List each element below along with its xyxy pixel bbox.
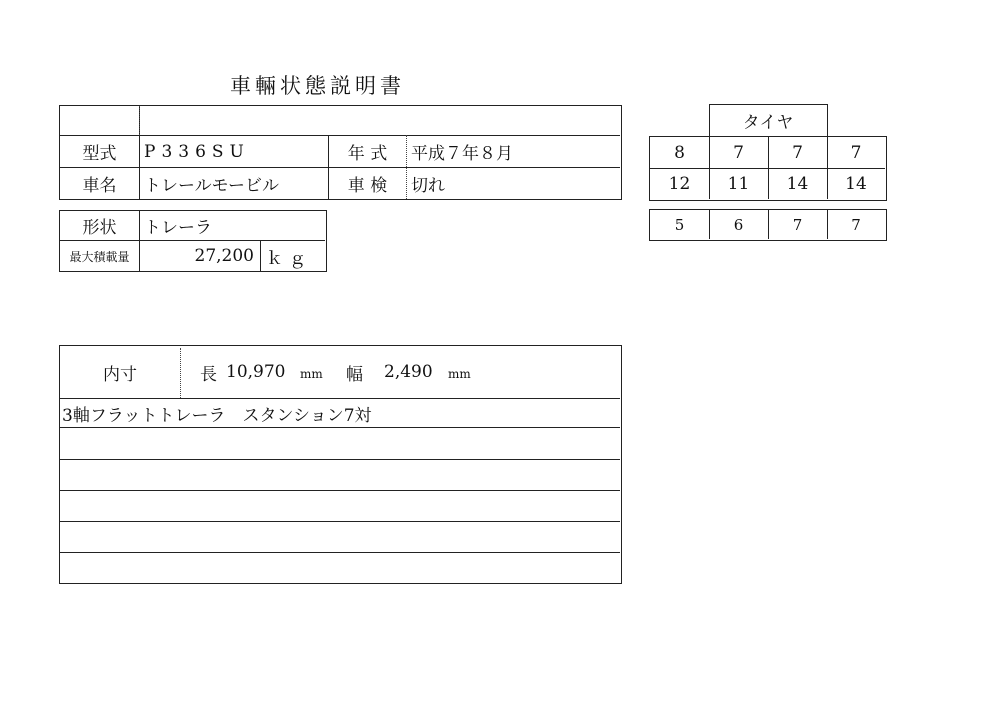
tire-grid <box>649 136 887 201</box>
tire-header-box <box>709 104 828 137</box>
tire-r1-c1: 8 <box>674 142 685 163</box>
name-label: 車名 <box>82 176 117 196</box>
max-load-label: 最大積載量 <box>69 249 130 264</box>
max-load-value: 27,200 <box>194 246 254 266</box>
length-value: 10,970 <box>226 362 286 382</box>
note-line-5 <box>62 522 618 552</box>
shape-table <box>59 210 327 272</box>
shape-value: トレーラ <box>144 218 212 238</box>
width-label: 幅 <box>346 364 363 385</box>
model-label: 型式 <box>82 144 117 164</box>
width-unit: mm <box>448 367 471 381</box>
tire-r2-c2: 11 <box>727 174 750 194</box>
document-title: 車輛状態説明書 <box>230 74 405 98</box>
note-line-6 <box>62 553 618 583</box>
tire-r3-c1: 5 <box>674 215 685 234</box>
length-unit: mm <box>300 367 323 381</box>
tire-r3-c4: 7 <box>851 215 861 234</box>
length-label: 長 <box>200 364 217 385</box>
inner-notes-table <box>59 345 622 584</box>
inspection-label: 車 検 <box>347 176 388 196</box>
tire-r1-c4: 7 <box>850 142 862 163</box>
note-line-2 <box>62 428 618 459</box>
year-value: 平成７年８月 <box>411 144 513 164</box>
tire-r3-c2: 6 <box>733 215 744 234</box>
tire-r2-c4: 14 <box>845 174 867 194</box>
inner-label: 内寸 <box>103 364 137 385</box>
name-value: トレールモービル <box>144 176 279 196</box>
tire-r1-c2: 7 <box>733 142 744 163</box>
tire-r2-c3: 14 <box>786 174 809 194</box>
inspection-value: 切れ <box>411 176 445 196</box>
width-value: 2,490 <box>384 362 433 382</box>
tire-r2-c1: 12 <box>668 174 691 194</box>
model-value: P336SU <box>144 141 250 162</box>
tire-grid-lower <box>649 209 887 241</box>
tire-r1-c3: 7 <box>792 142 803 163</box>
tire-header: タイヤ <box>742 112 794 133</box>
note-line-1: 3軸フラットトレーラ スタンション7対 <box>62 405 372 426</box>
year-label: 年 式 <box>347 144 388 164</box>
shape-label: 形状 <box>82 218 117 238</box>
note-line-4 <box>62 491 618 521</box>
tire-r3-c3: 7 <box>792 215 803 234</box>
max-load-unit: ｋｇ <box>266 248 312 269</box>
note-line-3 <box>62 460 618 490</box>
vehicle-info-table <box>59 105 622 200</box>
